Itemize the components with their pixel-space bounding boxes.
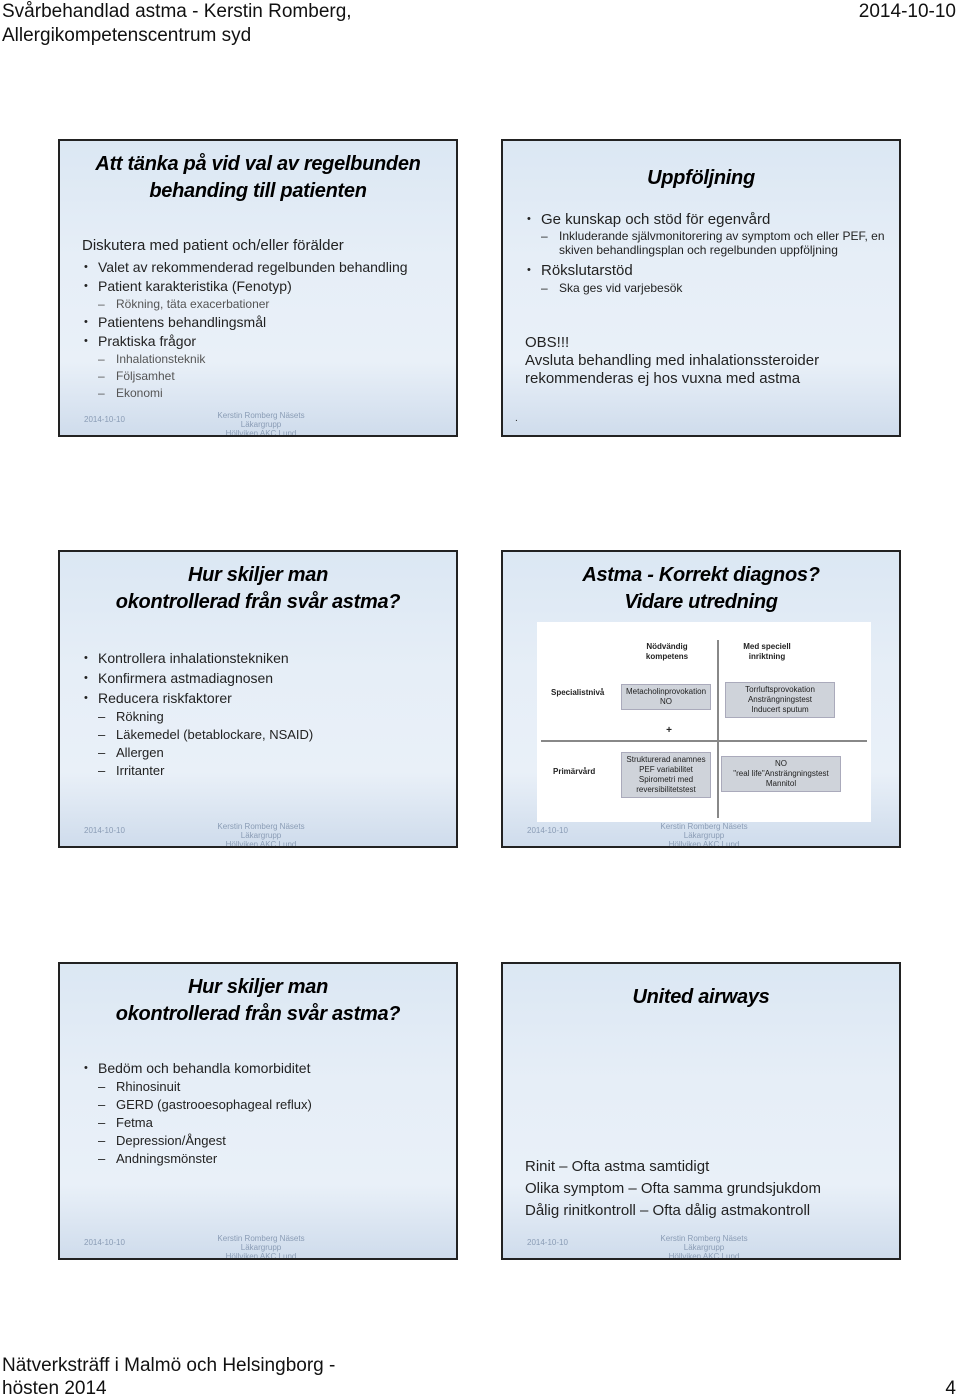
slide-footer: 2014-10-10 Kerstin Romberg Näsets Läkargrupp Höllviken AKC Lund [84,1234,305,1260]
list-item: – Ska ges vid varjebesök [525,280,891,297]
header-title-line1: Svårbehandlad astma - Kerstin Romberg, [2,1,352,22]
slide-footer: 2014-10-10 Kerstin Romberg Näsets Läkargrupp Höllviken AKC Lund [527,1234,748,1260]
slide-4-title: Astma - Korrekt diagnos? Vidare utredning [582,564,820,613]
list-item: • Rökslutarstöd [525,261,891,280]
slide-5-content [82,1059,448,1168]
slide-footer: 2014-10-10 Kerstin Romberg Näsets Läkargrupp Höllviken AKC Lund [84,822,305,848]
slide-2 [501,139,901,437]
list-item: • Ge kunskap och stöd för egenvård [525,210,891,229]
list-item: – Ekonomi [82,385,448,402]
obs-note: OBS!!! Avsluta behandling med inhalationssteroider rekommenderas ej hos vuxna med astma [525,334,820,387]
text-line: Dålig rinitkontroll – Ofta dålig astmakontroll [525,1202,811,1219]
list-item: • Patientens behandlingsmål [82,313,448,332]
diagram-box: Strukturerad anamnes PEF variabilitet Spirometri med reversibilitetstest [621,752,711,798]
slide-5-title: Hur skiljer man okontrollerad från svår astma? [115,976,401,1025]
slide-3-content [82,648,448,780]
list-item: • Bedöm och behandla komorbiditet [82,1059,448,1078]
list-item: – Läkemedel (betablockare, NSAID) [82,726,448,744]
list-item: • Valet av rekommenderad regelbunden behandling [82,258,448,277]
slide-1-title: Att tänka på vid val av regelbunden behanding till patienten [95,153,421,202]
slide-5 [58,962,458,1260]
text-line: Rinit – Ofta astma samtidigt [525,1158,710,1175]
diagram-horizontal-line [541,740,867,742]
diagram-box: Torrluftsprovokation Ansträngningstest Inducert sputum [725,682,835,718]
list-item: – Rhinosinuit [82,1078,448,1096]
list-item: – Inhalationsteknik [82,351,448,368]
list-item: – Depression/Ångest [82,1132,448,1150]
list-item: – Inkluderande självmonitorering av symptom och eller PEF, en skiven behandlingsplan och regelbunden uppföljning [525,229,891,257]
slide-1 [58,139,458,437]
slide-footer: 2014-10-10 Kerstin Romberg Näsets Läkargrupp Höllviken AKC Lund [84,411,305,437]
footer-line1: Nätverksträff i Malmö och Helsingborg - [2,1355,336,1376]
slide-2-dot: . [515,413,518,424]
slide-2-content [525,210,891,297]
diagram-plus: + [666,725,672,736]
diagram-row-label: Specialistnivå [551,688,605,697]
header-date: 2014-10-10 [858,1,956,22]
slide-3-title: Hur skiljer man okontrollerad från svår astma? [115,564,401,613]
list-item: – Följsamhet [82,368,448,385]
page-header [0,0,960,50]
text-line: Olika symptom – Ofta samma grundsjukdom [525,1180,821,1197]
list-item: • Konfirmera astmadiagnosen [82,668,448,688]
list-item: – Andningsmönster [82,1150,448,1168]
slide-6-content [525,1156,821,1222]
list-item: – Fetma [82,1114,448,1132]
diagram-box: NO "real life"Ansträngningstest Mannitol [721,756,841,792]
page-number: 4 [945,1378,956,1399]
diagram-column-heading: Med speciell inriktning [743,642,791,661]
page-footer [0,1352,960,1399]
list-item: • Patient karakteristika (Fenotyp) [82,277,448,296]
list-item: • Praktiska frågor [82,332,448,351]
slide-6 [501,962,901,1260]
slide-1-content [82,237,448,402]
diagnosis-diagram [537,622,871,822]
header-title-line2: Allergikompetenscentrum syd [2,25,252,46]
list-item: • Kontrollera inhalationstekniken [82,648,448,668]
diagram-vertical-line [717,640,719,818]
list-item: – Allergen [82,744,448,762]
slide-4 [501,550,901,848]
slide-footer: 2014-10-10 Kerstin Romberg Näsets Läkargrupp Höllviken AKC Lund [527,822,748,848]
slide-3 [58,550,458,848]
list-item: – Rökning, täta exacerbationer [82,296,448,313]
slide-2-title: Uppföljning [647,167,755,189]
list-item: • Reducera riskfaktorer [82,688,448,708]
slide-6-title: United airways [632,986,770,1008]
diagram-column-heading: Nödvändig kompetens [645,642,689,661]
list-item: – Irritanter [82,762,448,780]
diagram-box: Metacholinprovokation NO [621,684,711,710]
footer-line2: hösten 2014 [2,1378,107,1399]
list-item: – GERD (gastrooesophageal reflux) [82,1096,448,1114]
list-item: – Rökning [82,708,448,726]
intro-text: Diskutera med patient och/eller förälder [82,237,344,254]
diagram-row-label: Primärvård [553,767,596,776]
